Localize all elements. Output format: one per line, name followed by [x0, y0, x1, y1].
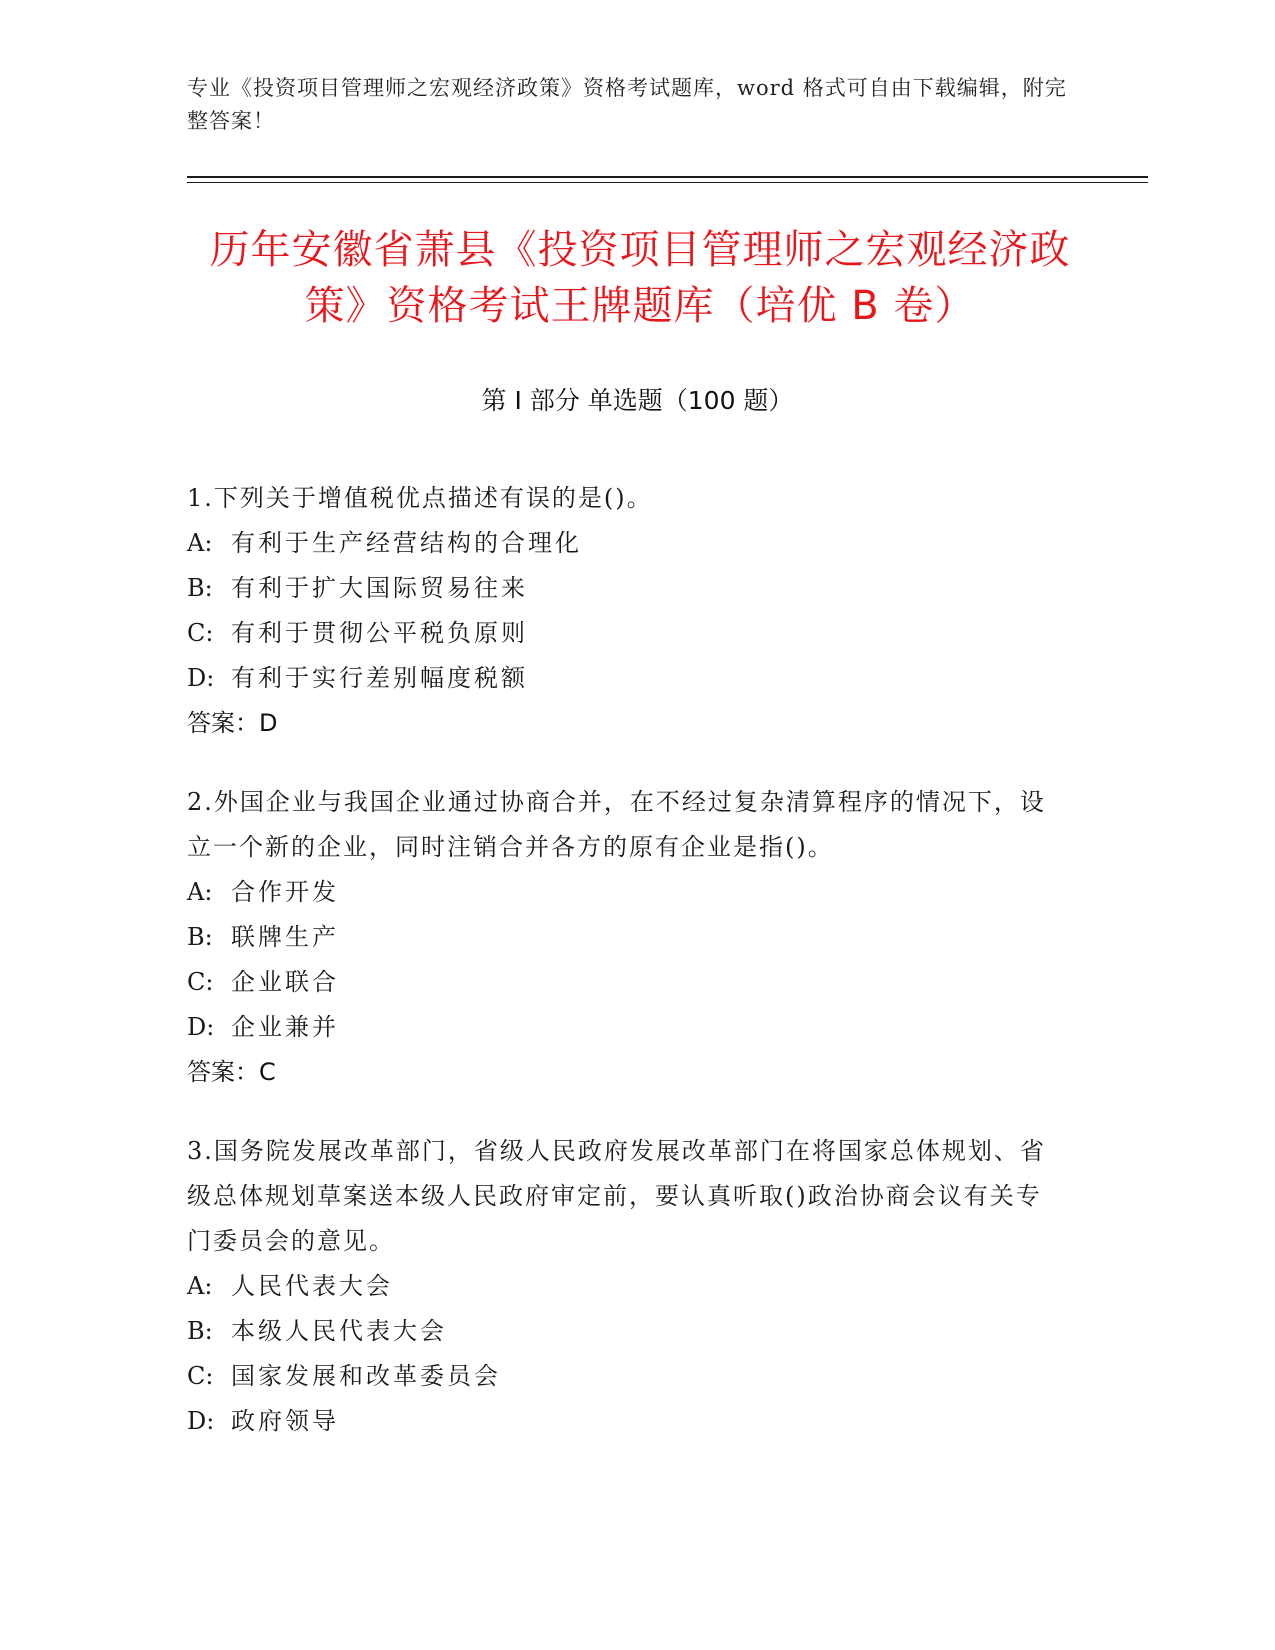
document-title: 历年安徽省萧县《投资项目管理师之宏观经济政策》资格考试王牌题库（培优 B 卷） — [209, 227, 1071, 329]
question-1 — [187, 476, 1067, 746]
option-text: 有利于贯彻公平税负原则 — [231, 619, 528, 647]
question-list — [187, 476, 1067, 1478]
header-divider-thick — [187, 176, 1148, 178]
option-text: 国家发展和改革委员会 — [231, 1362, 501, 1390]
option-a — [187, 1264, 1067, 1309]
option-text: 有利于扩大国际贸易往来 — [231, 574, 528, 602]
option-c — [187, 960, 1067, 1005]
header-note: 专业《投资项目管理师之宏观经济政策》资格考试题库，word 格式可自由下载编辑，附完整答案！ — [187, 76, 1067, 133]
option-key: B: — [187, 1317, 213, 1345]
option-key: A: — [187, 529, 213, 557]
option-key: C: — [187, 619, 214, 647]
option-key: C: — [187, 1362, 214, 1390]
option-text: 企业联合 — [231, 968, 339, 996]
option-b — [187, 1309, 1067, 1354]
option-a — [187, 870, 1067, 915]
option-key: D: — [187, 1407, 215, 1435]
answer-line: 答案：C — [187, 1058, 276, 1086]
option-key: B: — [187, 574, 213, 602]
option-key: D: — [187, 664, 215, 692]
option-key: C: — [187, 968, 214, 996]
option-text: 政府领导 — [231, 1407, 339, 1435]
option-c — [187, 1354, 1067, 1399]
option-key: A: — [187, 878, 213, 906]
option-text: 企业兼并 — [231, 1013, 339, 1041]
question-2 — [187, 780, 1067, 1095]
question-stem: 3.国务院发展改革部门，省级人民政府发展改革部门在将国家总体规划、省级总体规划草案送本级人民政府审定前，要认真听取()政治协商会议有关专门委员会的意见。 — [187, 1137, 1046, 1255]
option-d — [187, 1399, 1067, 1444]
option-text: 人民代表大会 — [231, 1272, 393, 1300]
option-b — [187, 915, 1067, 960]
option-a — [187, 521, 1067, 566]
question-3 — [187, 1129, 1067, 1444]
option-c — [187, 611, 1067, 656]
option-d — [187, 656, 1067, 701]
option-key: B: — [187, 923, 213, 951]
option-key: A: — [187, 1272, 213, 1300]
header-divider-thin — [187, 182, 1148, 183]
answer-line: 答案：D — [187, 709, 278, 737]
option-b — [187, 566, 1067, 611]
option-text: 合作开发 — [231, 878, 339, 906]
question-stem: 2.外国企业与我国企业通过协商合并，在不经过复杂清算程序的情况下，设立一个新的企业，同时注销合并各方的原有企业是指()。 — [187, 788, 1046, 861]
option-text: 有利于实行差别幅度税额 — [231, 664, 528, 692]
option-key: D: — [187, 1013, 215, 1041]
option-text: 有利于生产经营结构的合理化 — [231, 529, 582, 557]
option-text: 联牌生产 — [231, 923, 339, 951]
section-title: 第 I 部分 单选题（100 题） — [481, 386, 794, 415]
question-stem: 1.下列关于增值税优点描述有误的是()。 — [187, 484, 653, 512]
option-d — [187, 1005, 1067, 1050]
option-text: 本级人民代表大会 — [231, 1317, 447, 1345]
